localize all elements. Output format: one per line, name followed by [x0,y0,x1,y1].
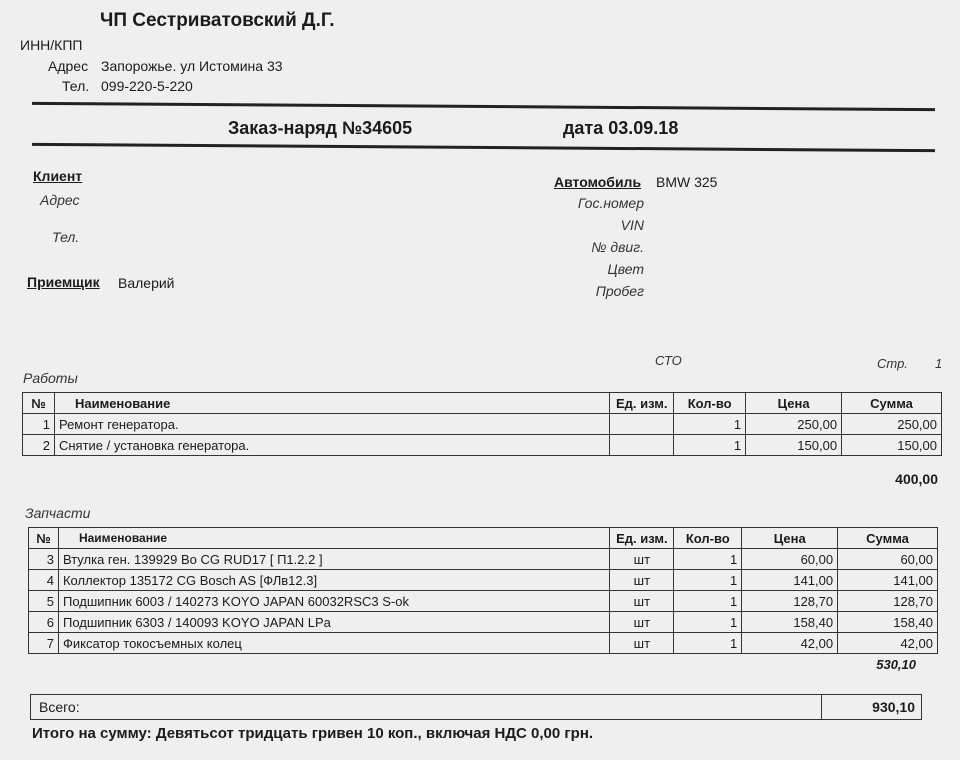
grand-total-value: 930,10 [821,695,921,719]
row-number: 5 [29,591,59,612]
row-sum: 158,40 [838,612,938,633]
client-phone-label: Тел. [52,229,80,245]
row-sum: 150,00 [842,435,942,456]
row-qty: 1 [674,633,742,654]
row-qty: 1 [674,414,746,435]
row-name: Подшипник 6003 / 140273 KOYO JAPAN 60032RSC3 S-ok [58,591,609,612]
page-number: 1 [935,356,943,371]
row-price: 141,00 [742,570,838,591]
col-header: Наименование [58,528,609,549]
row-sum: 128,70 [838,591,938,612]
table-row [29,570,938,591]
col-header: Наименование [54,393,609,414]
row-name: Подшипник 6303 / 140093 KOYO JAPAN LPa [58,612,609,633]
parts-table [28,527,938,654]
row-name: Коллектор 135172 CG Bosch AS [ФЛв12.3] [58,570,609,591]
row-unit: шт [610,633,674,654]
grand-total-box [30,694,922,720]
works-table [22,392,942,456]
row-unit [610,435,674,456]
row-price: 150,00 [746,435,842,456]
header-divider-top [32,102,935,111]
order-title: Заказ-наряд №34605 [228,118,413,138]
row-unit: шт [610,570,674,591]
car-value: BMW 325 [656,174,718,190]
col-header: Кол-во [674,528,742,549]
col-header: Цена [746,393,842,414]
phone-label: Тел. [62,78,90,94]
mileage-label: Пробег [595,283,644,299]
row-price: 60,00 [742,549,838,570]
col-header: № [29,528,59,549]
row-name: Втулка ген. 139929 Bo CG RUD17 [ П1.2.2 ] [58,549,609,570]
row-sum: 141,00 [838,570,938,591]
row-number: 2 [23,435,55,456]
color-label: Цвет [607,261,644,277]
total-in-words: Итого на сумму: Девятьсот тридцать гривен 10 коп., включая НДС 0,00 грн. [32,725,594,742]
table-row [23,414,942,435]
row-price: 158,40 [742,612,838,633]
table-row [29,612,938,633]
row-qty: 1 [674,549,742,570]
phone-value: 099-220-5-220 [101,78,193,94]
row-unit: шт [610,612,674,633]
works-section-label: Работы [23,370,78,386]
row-sum: 42,00 [838,633,938,654]
plate-label: Гос.номер [577,195,644,211]
address-label: Адрес [48,58,89,74]
client-label: Клиент [33,168,83,184]
row-price: 128,70 [742,591,838,612]
org-name: ЧП Сестриватовский Д.Г. [100,10,335,31]
col-header: № [23,393,55,414]
row-unit [610,414,674,435]
row-number: 1 [23,414,55,435]
col-header: Сумма [842,393,942,414]
row-qty: 1 [674,591,742,612]
sto-label: СТО [655,353,682,368]
header-divider-bottom [32,143,935,152]
table-row [29,591,938,612]
row-number: 3 [29,549,59,570]
row-price: 250,00 [746,414,842,435]
page-label: Стр. [877,356,908,371]
works-total: 400,00 [895,471,938,487]
order-date: дата 03.09.18 [563,118,679,138]
row-name: Снятие / установка генератора. [54,435,609,456]
row-name: Фиксатор токосъемных колец [58,633,609,654]
table-row [29,549,938,570]
col-header: Ед. изм. [610,393,674,414]
address-value: Запорожье. ул Истомина 33 [101,58,283,74]
col-header: Цена [742,528,838,549]
row-qty: 1 [674,435,746,456]
row-unit: шт [610,591,674,612]
parts-section-label: Запчасти [25,505,91,521]
row-qty: 1 [674,570,742,591]
client-address-label: Адрес [40,192,80,208]
row-number: 7 [29,633,59,654]
row-name: Ремонт генератора. [54,414,609,435]
parts-total: 530,10 [876,657,916,672]
inn-label: ИНН/КПП [20,37,83,53]
table-row [29,633,938,654]
col-header: Кол-во [674,393,746,414]
col-header: Сумма [838,528,938,549]
vin-label: VIN [620,217,644,233]
row-unit: шт [610,549,674,570]
row-sum: 60,00 [838,549,938,570]
row-qty: 1 [674,612,742,633]
table-row [23,435,942,456]
row-sum: 250,00 [842,414,942,435]
grand-total-label: Всего: [39,699,80,715]
receiver-label: Приемщик [27,274,100,290]
row-number: 6 [29,612,59,633]
car-label: Автомобиль [554,174,642,190]
row-price: 42,00 [742,633,838,654]
col-header: Ед. изм. [610,528,674,549]
row-number: 4 [29,570,59,591]
engine-label: № двиг. [591,239,644,255]
receiver-value: Валерий [118,275,175,291]
